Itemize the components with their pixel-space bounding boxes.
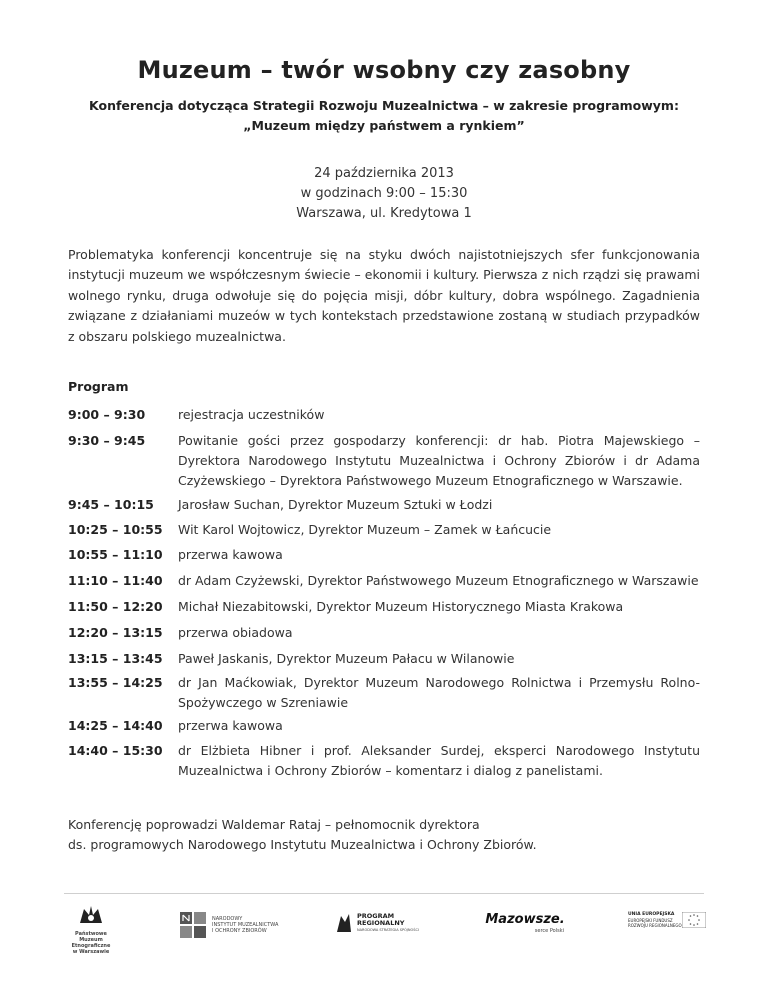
event-place: Warszawa, ul. Kredytowa 1 — [296, 206, 472, 221]
eu-line-1: UNIA EUROPEJSKA — [628, 912, 675, 918]
program-desc: przerwa kawowa — [178, 718, 283, 733]
program-time: 10:55 – 11:10 — [68, 547, 163, 562]
program-row — [68, 597, 700, 617]
subtitle-line-2: „Muzeum między państwem a rynkiem” — [243, 118, 525, 133]
program-row — [68, 520, 700, 540]
program-row — [68, 545, 700, 565]
program-row — [68, 741, 700, 781]
program-heading: Program — [68, 379, 129, 394]
program-time: 14:25 – 14:40 — [68, 718, 163, 733]
program-row — [68, 571, 700, 591]
pme-line-2: Muzeum Etnograficzne — [71, 937, 111, 949]
program-regionalny-line-2: REGIONALNY — [357, 919, 405, 927]
mazowsze-name: Mazowsze. — [485, 912, 565, 927]
page-title: Muzeum – twór wsobny czy zasobny — [137, 56, 631, 84]
closing-line-2: ds. programowych Narodowego Instytutu Muzealnictwa i Ochrony Zbiorów. — [68, 837, 537, 852]
program-desc: przerwa obiadowa — [178, 625, 293, 640]
program-time: 11:10 – 11:40 — [68, 573, 163, 588]
program-desc: przerwa kawowa — [178, 547, 283, 562]
program-regionalny-logo — [335, 912, 425, 934]
program-time: 12:20 – 13:15 — [68, 625, 163, 640]
program-time: 9:00 – 9:30 — [68, 407, 146, 422]
program-row — [68, 649, 700, 669]
nimoz-line-3: I OCHRONY ZBIORÓW — [212, 928, 267, 934]
event-meta — [0, 164, 768, 224]
program-regionalny-emblem-icon — [335, 912, 353, 934]
program-time: 14:40 – 15:30 — [68, 743, 163, 758]
eu-logo — [628, 912, 710, 928]
program-regionalny-line-1: PROGRAM — [357, 912, 395, 920]
program-time: 9:45 – 10:15 — [68, 497, 154, 512]
program-desc: rejestracja uczestników — [178, 407, 325, 422]
nimoz-logo — [180, 912, 290, 938]
eu-line-2: EUROPEJSKI FUNDUSZ — [628, 917, 673, 923]
program-row — [68, 405, 700, 425]
program-desc: Jarosław Suchan, Dyrektor Muzeum Sztuki w Łodzi — [178, 497, 493, 512]
program-desc: Powitanie gości przez gospodarzy konferencji: dr hab. Piotra Majewskiego – Dyrektora Narodowego Instytutu Muzealnictwa i Ochrony Zbiorów i dr Adama Czyżewskiego – Dyrektora Państwowego Muzeum Etnograficznego w Warszawie. — [178, 433, 700, 488]
program-desc: Michał Niezabitowski, Dyrektor Muzeum Historycznego Miasta Krakowa — [178, 599, 624, 614]
program-time: 10:25 – 10:55 — [68, 522, 163, 537]
mazowsze-tagline: serce Polski — [534, 928, 564, 934]
program-desc: Paweł Jaskanis, Dyrektor Muzeum Pałacu w Wilanowie — [178, 651, 515, 666]
event-hours: w godzinach 9:00 – 15:30 — [300, 186, 468, 201]
conference-subtitle — [60, 96, 708, 136]
program-row — [68, 431, 700, 491]
footer-divider — [64, 893, 704, 894]
mazowsze-logo — [480, 912, 570, 934]
program-row — [68, 716, 700, 736]
program-regionalny-line-3: NARODOWA STRATEGIA SPÓJNOŚCI — [357, 928, 419, 932]
pme-line-3: w Warszawie — [72, 949, 110, 955]
program-desc: dr Jan Maćkowiak, Dyrektor Muzeum Narodowego Rolnictwa i Przemysłu Rolno-Spożywczego w Szreniawie — [178, 675, 700, 710]
program-time: 11:50 – 12:20 — [68, 599, 163, 614]
pme-line-1: Państwowe — [75, 931, 107, 937]
program-row — [68, 495, 700, 515]
program-time: 9:30 – 9:45 — [68, 433, 146, 448]
program-desc: dr Adam Czyżewski, Dyrektor Państwowego Muzeum Etnograficznego w Warszawie — [178, 573, 699, 588]
event-date: 24 października 2013 — [314, 166, 454, 181]
intro-paragraph: Problematyka konferencji koncentruje się na styku dwóch najistotniejszych sfer funkcjonowania instytucji muzeum we współczesnym świecie – ekonomii i kultury. Pierwsza z nich rządzi się prawami wolnego rynku, druga odwołuje się do pojęcia misji, dóbr kultury, dobra wspólnego. Zagadnienia związane z działaniami muzeów w tych kontekstach przedstawione zostaną w studiach przypadków z obszaru polskiego muzealnictwa. — [68, 247, 700, 344]
program-desc: dr Elżbieta Hibner i prof. Aleksander Surdej, eksperci Narodowego Instytutu Muzealnictwa i Ochrony Zbiorów – komentarz i dialog z panelistami. — [178, 743, 700, 778]
nimoz-line-1: NARODOWY — [212, 916, 243, 922]
program-row — [68, 673, 700, 713]
nimoz-line-2: INSTYTUT MUZEALNICTWA — [212, 922, 279, 928]
program-time: 13:55 – 14:25 — [68, 675, 163, 690]
pme-logo — [60, 903, 122, 955]
program-desc: Wit Karol Wojtowicz, Dyrektor Muzeum – Zamek w Łańcucie — [178, 522, 552, 537]
program-row — [68, 623, 700, 643]
eu-flag-icon — [682, 912, 706, 928]
nimoz-mark-icon — [180, 912, 206, 938]
subtitle-line-1: Konferencja dotycząca Strategii Rozwoju Muzealnictwa – w zakresie programowym: — [89, 98, 679, 113]
program-time: 13:15 – 13:45 — [68, 651, 163, 666]
closing-line-1: Konferencję poprowadzi Waldemar Rataj – pełnomocnik dyrektora — [68, 817, 480, 832]
pme-emblem-icon — [76, 903, 106, 927]
closing-note — [68, 815, 708, 855]
eu-line-3: ROZWOJU REGIONALNEGO — [628, 922, 682, 928]
